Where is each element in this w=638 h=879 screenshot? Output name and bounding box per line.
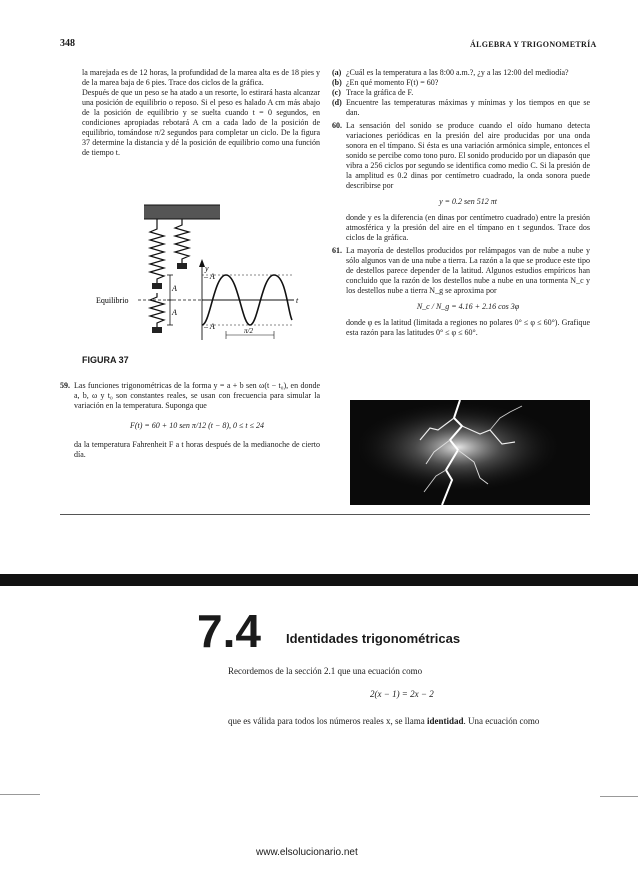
lightning-photo (350, 400, 590, 505)
exercise-part (332, 68, 590, 78)
exercise-part (332, 78, 590, 88)
spring-figure (82, 195, 312, 345)
section-def-end: . Una ecuación como (463, 716, 540, 726)
footer-url[interactable]: www.elsolucionario.net (256, 847, 358, 858)
exercise-part-text: ¿Cuál es la temperatura a las 8:00 a.m.?, ¿y a las 12:00 del mediodía? (346, 68, 569, 77)
exercise-60-number: 60. (332, 121, 342, 130)
exercise-61 (332, 246, 590, 338)
section-band (0, 574, 638, 586)
exercise-part (332, 98, 590, 118)
exercise-60 (332, 121, 590, 243)
spring-left (150, 219, 164, 283)
paragraph-tide: la marejada es de 12 horas, la profundidad de la marea alta es de 18 pies y de la marea baja de 6 pies. Trace dos ciclos de la gráfica. (82, 68, 320, 87)
section-equation: 2(x − 1) = 2x − 2 (370, 689, 434, 699)
weight-left-top (152, 283, 162, 289)
scan-mark-right (600, 796, 638, 797)
exercise-58-parts (332, 68, 590, 118)
section-def-bold: identidad (426, 716, 464, 726)
exercise-61-number: 61. (332, 246, 342, 255)
page-number: 348 (60, 38, 75, 49)
exercise-59-text: Las funciones trigonométricas de la forma y = a + b sen ω(t − t₀), en donde a, b, ω y t₀ son constantes reales, se usan con frecuencia para simular la variación en la temperatura. Suponga que (74, 381, 320, 410)
exercise-part-text: Trace la gráfica de F. (346, 88, 414, 97)
exercise-part-label: (b) (332, 78, 342, 87)
fig-label-a-minus: – A (204, 322, 215, 331)
fig-label-a-top: – A (204, 272, 215, 281)
exercise-59 (60, 381, 320, 460)
spring-left-lower (150, 293, 164, 327)
spring-right (175, 219, 189, 263)
section-title: Identidades trigonométricas (286, 631, 461, 646)
weight-left-bottom (152, 327, 162, 333)
scan-mark-left (0, 794, 40, 795)
exercise-59-after: da la temperatura Fahrenheit F a t horas después de la medianoche de cierto día. (74, 440, 320, 459)
weight-right (177, 263, 187, 269)
figure-caption: FIGURA 37 (82, 355, 129, 365)
exercise-60-after: donde y es la diferencia (en dinas por centímetro cuadrado) entre la presión atmosférica y la presión del aire en el tímpano en t segundos. Trace dos ciclos de la gráfica. (346, 213, 590, 242)
right-column (332, 68, 590, 338)
exercise-61-text: La mayoría de destellos producidos por relámpagos van de nube a nube y sólo algunos van de una nube a tierra. La razón a la que se produce este tipo de destellos parece depender de la latitud. Algunos estudios empíricos han concluido que la razón de los destellos nube a nube en una tormenta N_c y los destellos nube a tierra N_g se aproxima por (346, 246, 590, 295)
rule-line (60, 514, 590, 515)
paragraph-spring: Después de que un peso se ha atado a un resorte, lo estirará hasta alcanzar una posición de equilibrio o reposo. Si el peso es halado A cm más abajo de la posición de equilibrio y se suelta cuando t = 0 segundos, en condiciones apropiadas rebotará A cm a cada lado de la posición de equilibrio, tomándose π/2 segundos para completar un ciclo. De la figura 37 determine la distancia y dé la posición de equilibrio como una función de tiempo t. (82, 88, 320, 157)
exercise-59-number: 59. (60, 381, 70, 390)
ceiling-block (144, 205, 220, 219)
exercise-59-equation: F(t) = 60 + 10 sen π/12 (t − 8), 0 ≤ t ≤ 24 (129, 421, 265, 430)
exercise-part-label: (c) (332, 88, 341, 97)
fig-label-y: y (205, 264, 209, 273)
left-column-text (82, 68, 320, 158)
fig-label-t: t (296, 296, 299, 305)
exercise-part-label: (d) (332, 98, 342, 107)
exercise-part-label: (a) (332, 68, 342, 77)
fig-label-a1: A (172, 284, 177, 293)
exercise-part-text: Encuentre las temperaturas máximas y mínimas y los tiempos en que se dan. (346, 98, 590, 117)
exercise-part (332, 88, 590, 98)
exercise-60-equation: y = 0.2 sen 512 πt (439, 197, 497, 206)
section-def-start: que es válida para todos los números reales x, se llama (228, 716, 427, 726)
exercise-60-text: La sensación del sonido se produce cuando el oído humano detecta variaciones periódicas en la presión del aire producidas por una onda sonora en el tímpano. Si ésta es una variación armónica simple, entonces el sonido se percibe como tono puro. El sonido producido por un diapasón que vibra a 256 ciclos por segundo se identifica como medio C. Si la presión de la amplitud es 0.2 dinas por centímetro cuadrado, la onda sonora puede describirse por (346, 121, 590, 190)
fig-label-equilibrium: Equilibrio (96, 296, 129, 305)
exercise-part-text: ¿En qué momento F(t) = 60? (346, 78, 439, 87)
running-head: ÁLGEBRA Y TRIGONOMETRÍA (470, 40, 597, 49)
section-intro: Recordemos de la sección 2.1 que una ecuación como (228, 666, 423, 676)
fig-label-a2: A (172, 308, 177, 317)
section-number: 7.4 (197, 605, 261, 657)
exercise-61-equation: N_c / N_g = 4.16 + 2.16 cos 3φ (416, 302, 520, 311)
exercise-61-after: donde φ es la latitud (limitada a regiones no polares 0° ≤ φ ≤ 60°). Grafique esta razón para las latitudes 0° ≤ φ ≤ 60°. (346, 318, 590, 337)
section-definition (228, 716, 600, 726)
fig-label-pi2: π/2 (244, 327, 253, 335)
